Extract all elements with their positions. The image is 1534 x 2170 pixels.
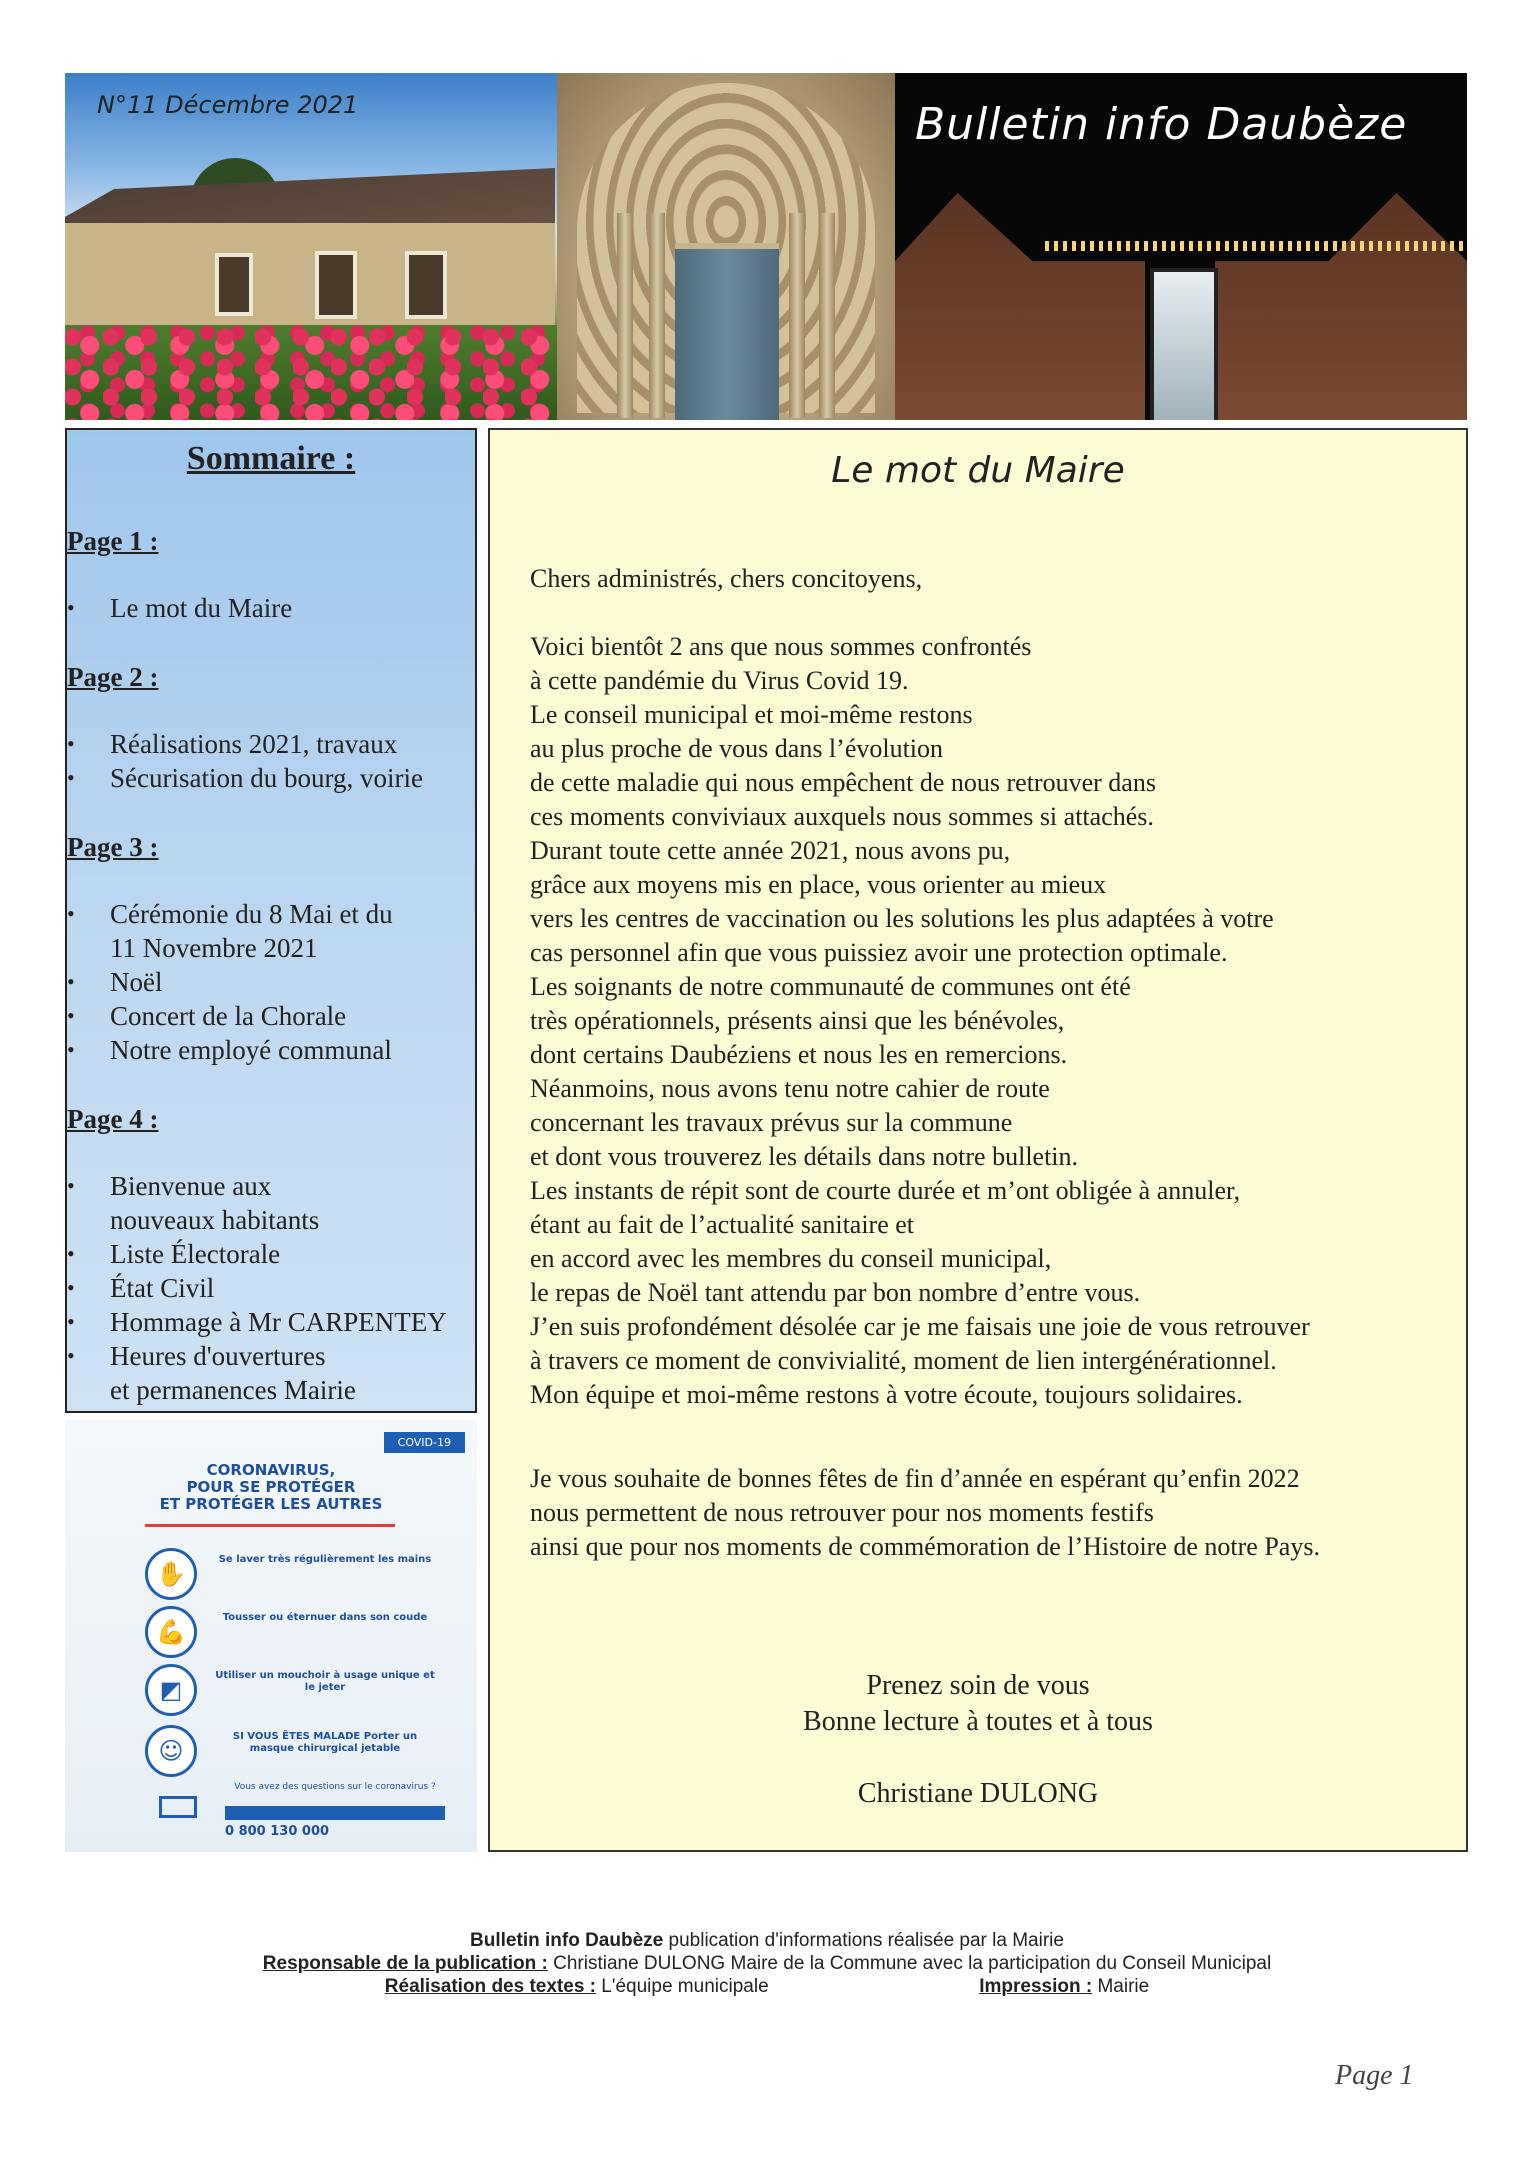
- letter-line: dont certains Daubéziens et nous les en remercions.: [530, 1040, 1068, 1069]
- letter-greeting: Chers administrés, chers concitoyens,: [530, 564, 923, 593]
- signature: Christiane DULONG: [857, 1778, 1099, 1809]
- footer-bulletin-name: Bulletin info Daubèze: [470, 1930, 664, 1951]
- covid-poster: [65, 1420, 477, 1852]
- covid-tip: [145, 1606, 445, 1662]
- letter-paragraph-2: [530, 1462, 1450, 1564]
- covid-bar: [225, 1806, 445, 1820]
- letter-line: grâce aux moyens mis en place, vous orienter au mieux: [530, 870, 1107, 899]
- letter-line: Je vous souhaite de bonnes fêtes de fin d’année en espérant qu’enfin 2022: [530, 1464, 1300, 1493]
- footer-line-1-text: publication d'informations réalisée par la Mairie: [668, 1930, 1064, 1951]
- elbow-icon: 💪: [145, 1606, 197, 1658]
- letter-paragraph-1: [530, 630, 1450, 1412]
- christmas-lights: [1045, 241, 1465, 251]
- closing-line-1: Prenez soin de vous: [866, 1670, 1090, 1701]
- letter-line: Durant toute cette année 2021, nous avons pu,: [530, 836, 1011, 865]
- hall-door-shape: [1150, 268, 1218, 420]
- flowers-shape: [65, 325, 557, 420]
- covid-tip-text: Utiliser un mouchoir à usage unique et le jeter: [215, 1670, 435, 1693]
- toc-page-1-heading: Page 1 :: [67, 526, 159, 556]
- letter-line: concernant les travaux prévus sur la commune: [530, 1108, 1013, 1137]
- photo-church-portal: [557, 73, 895, 420]
- letter-line: nous permettent de nous retrouver pour nos moments festifs: [530, 1498, 1154, 1527]
- covid-tip-text: Tousser ou éternuer dans son coude: [222, 1612, 428, 1623]
- letter-line: très opérationnels, présents ainsi que les bénévoles,: [530, 1006, 1065, 1035]
- toc-item: • État Civil: [67, 1271, 447, 1305]
- toc-item: 11 Novembre 2021: [110, 933, 318, 963]
- letter-line: J’en suis profondément désolée car je me faisais une joie de vous retrouver: [530, 1312, 1310, 1341]
- toc-item: nouveaux habitants: [110, 1205, 320, 1235]
- photo-hall-night: [895, 73, 1467, 420]
- bulletin-title: Bulletin info Daubèze: [915, 99, 1408, 150]
- letter-line: Les instants de répit sont de courte durée et m’ont obligée à annuler,: [530, 1176, 1241, 1205]
- footer-line-3: [0, 1976, 1534, 1998]
- letter-line: et dont vous trouverez les détails dans notre bulletin.: [530, 1142, 1079, 1171]
- toc-item: • Liste Électorale: [67, 1237, 447, 1271]
- toc-item: • Le mot du Maire: [67, 591, 292, 625]
- footer-realisation-text: L'équipe municipale: [601, 1976, 769, 1997]
- covid-tip-text: Se laver très régulièrement les mains: [218, 1554, 432, 1565]
- hall-right-shape: [1215, 193, 1467, 420]
- letter-line: Néanmoins, nous avons tenu notre cahier de route: [530, 1074, 1050, 1103]
- laptop-icon: [159, 1796, 197, 1818]
- toc-item: • Noël: [67, 965, 393, 999]
- toc-page-1-list: [67, 591, 292, 625]
- toc-page-4-heading: Page 4 :: [67, 1104, 159, 1134]
- toc-page-4-list: [67, 1169, 447, 1407]
- mask-icon: ☺: [145, 1725, 197, 1777]
- letter-line: le repas de Noël tant attendu par bon nombre d’entre vous.: [530, 1278, 1141, 1307]
- sommaire-box: [65, 428, 477, 1413]
- footer-responsable-label: Responsable de la publication :: [262, 1953, 548, 1974]
- covid-badge: COVID-19: [384, 1432, 465, 1453]
- letter-line: Le conseil municipal et moi-même restons: [530, 700, 973, 729]
- tissue-icon: ◩: [145, 1664, 197, 1716]
- footer-responsable-text: Christiane DULONG Maire de la Commune avec la participation du Conseil Municipal: [553, 1953, 1272, 1974]
- covid-title: [65, 1462, 477, 1513]
- letter-line: étant au fait de l’actualité sanitaire et: [530, 1210, 915, 1239]
- church-door-shape: [675, 243, 779, 420]
- footer-line-2: [0, 1953, 1534, 1975]
- maire-title: Le mot du Maire: [831, 450, 1125, 491]
- letter-line: cas personnel afin que vous puissiez avoir une protection optimale.: [530, 938, 1228, 967]
- letter-line: à cette pandémie du Virus Covid 19.: [530, 666, 909, 695]
- covid-title-line-3: ET PROTÉGER LES AUTRES: [159, 1495, 383, 1513]
- toc-item: • Concert de la Chorale: [67, 999, 393, 1033]
- covid-divider: [145, 1524, 395, 1527]
- letter-line: en accord avec les membres du conseil municipal,: [530, 1244, 1052, 1273]
- toc-item: • Bienvenue aux: [67, 1169, 447, 1203]
- letter-line: de cette maladie qui nous empêchent de nous retrouver dans: [530, 768, 1156, 797]
- letter-line: Les soignants de notre communauté de communes ont été: [530, 972, 1131, 1001]
- footer-impression-text: Mairie: [1097, 1976, 1150, 1997]
- letter-line: Voici bientôt 2 ans que nous sommes confrontés: [530, 632, 1032, 661]
- toc-page-3-heading: Page 3 :: [67, 832, 159, 862]
- footer-impression-label: Impression :: [979, 1976, 1093, 1997]
- covid-phone: 0 800 130 000: [225, 1824, 330, 1839]
- toc-item: et permanences Mairie: [110, 1375, 356, 1405]
- toc-item: • Sécurisation du bourg, voirie: [67, 761, 423, 795]
- toc-page-2-list: [67, 727, 423, 795]
- letter-line: Mon équipe et moi-même restons à votre écoute, toujours solidaires.: [530, 1380, 1243, 1409]
- covid-tip: [145, 1548, 445, 1604]
- covid-title-line-2: POUR SE PROTÉGER: [186, 1478, 356, 1496]
- toc-page-2-heading: Page 2 :: [67, 662, 159, 692]
- closing-line-2: Bonne lecture à toutes et à tous: [803, 1706, 1153, 1737]
- hand-wash-icon: ✋: [145, 1548, 197, 1600]
- photo-mairie: [65, 73, 557, 420]
- letter-line: ces moments conviviaux auxquels nous sommes si attachés.: [530, 802, 1154, 831]
- letter-line: au plus proche de vous dans l’évolution: [530, 734, 944, 763]
- letter-line: ainsi que pour nos moments de commémoration de l’Histoire de notre Pays.: [530, 1532, 1320, 1561]
- footer-realisation-label: Réalisation des textes :: [384, 1976, 596, 1997]
- letter-line: à travers ce moment de convivialité, moment de lien intergénérationnel.: [530, 1346, 1277, 1375]
- covid-title-line-1: CORONAVIRUS,: [206, 1461, 336, 1479]
- toc-item: • Cérémonie du 8 Mai et du: [67, 897, 393, 931]
- hall-left-shape: [895, 193, 1145, 420]
- toc-item: • Hommage à Mr CARPENTEY: [67, 1305, 447, 1339]
- footer-line-1: [0, 1930, 1534, 1952]
- header-banner: [65, 73, 1467, 420]
- toc-item: • Heures d'ouvertures: [67, 1339, 447, 1373]
- covid-tip-text: SI VOUS ÊTES MALADE Porter un masque chirurgical jetable: [232, 1731, 418, 1754]
- issue-label: N°11 Décembre 2021: [97, 91, 359, 119]
- covid-question: Vous avez des questions sur le coronavirus ?: [234, 1782, 436, 1792]
- page-number: Page 1: [1335, 2060, 1414, 2091]
- toc-page-3-list: [67, 897, 393, 1067]
- maire-letter: [530, 562, 1450, 1564]
- covid-tip: [145, 1725, 445, 1781]
- covid-tip: [145, 1664, 445, 1720]
- toc-item: • Réalisations 2021, travaux: [67, 727, 423, 761]
- mot-du-maire-box: [488, 428, 1468, 1852]
- letter-line: vers les centres de vaccination ou les solutions les plus adaptées à votre: [530, 904, 1274, 933]
- toc-item: • Notre employé communal: [67, 1033, 393, 1067]
- sommaire-title: Sommaire :: [186, 440, 356, 477]
